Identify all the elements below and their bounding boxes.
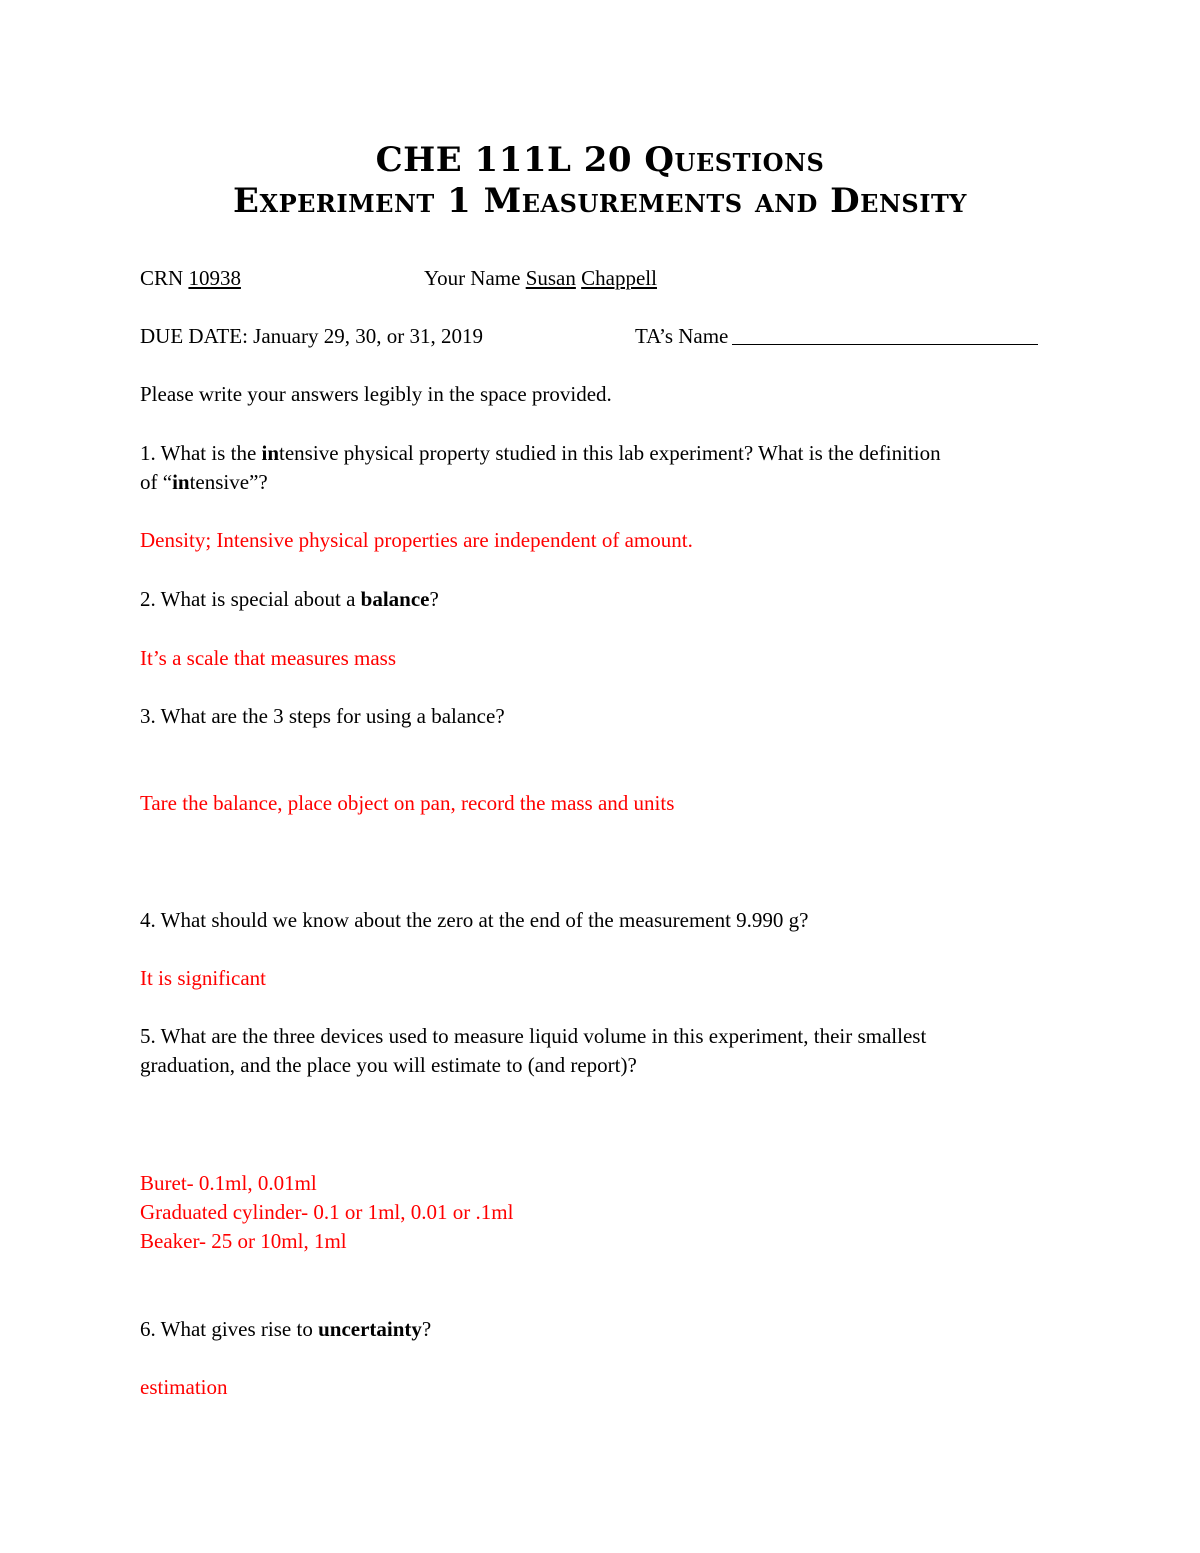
crn-label: CRN (140, 266, 184, 290)
question-1-line-1 (140, 439, 941, 468)
question-5-line-1: 5. What are the three devices used to measure liquid volume in this experiment, their smallest (140, 1024, 927, 1048)
question-5-line-2: graduation, and the place you will estimate to (and report)? (140, 1053, 637, 1077)
crn-field (140, 264, 241, 293)
instructions: Please write your answers legibly in the space provided. (140, 382, 612, 406)
question-1-line-2 (140, 468, 268, 497)
answer-2: It’s a scale that measures mass (140, 646, 396, 670)
your-name-first: Susan (525, 266, 576, 290)
answer-1: Density; Intensive physical properties are independent of amount. (140, 528, 693, 552)
crn-value: 10938 (188, 266, 241, 290)
answer-5-beaker: Beaker- 25 or 10ml, 1ml (140, 1229, 347, 1253)
answer-4: It is significant (140, 966, 266, 990)
due-date: DUE DATE: January 29, 30, or 31, 2019 (140, 324, 483, 348)
question-4: 4. What should we know about the zero at the end of the measurement 9.990 g? (140, 908, 809, 932)
answer-3: Tare the balance, place object on pan, record the mass and units (140, 791, 675, 815)
q2-suffix: ? (429, 587, 439, 611)
q2-bold-balance: balance (360, 587, 430, 611)
q6-suffix: ? (421, 1317, 432, 1341)
question-2 (140, 585, 439, 614)
q1-line2-prefix: of “ (140, 470, 173, 494)
q1-line2-bold-in: in (172, 470, 190, 494)
ta-name-blank-line (732, 324, 1038, 345)
q1-rest: tensive physical property studied in this lab experiment? What is the definition (279, 441, 941, 465)
answer-6: estimation (140, 1375, 228, 1399)
q2-prefix: 2. What is special about a (140, 587, 361, 611)
answer-5-buret: Buret- 0.1ml, 0.01ml (140, 1171, 317, 1195)
q6-prefix: 6. What gives rise to (140, 1317, 319, 1341)
q1-prefix: 1. What is the (140, 441, 262, 465)
ta-name-field (635, 322, 1038, 351)
your-name-field (424, 264, 657, 293)
question-6 (140, 1315, 431, 1344)
ta-name-label: TA’s Name (635, 324, 729, 348)
title-line-1: CHE 111L 20 Questions (375, 140, 825, 180)
title-line-2: Experiment 1 Measurements and Density (233, 181, 967, 221)
q1-line2-rest: tensive”? (189, 470, 268, 494)
answer-5-graduated-cylinder: Graduated cylinder- 0.1 or 1ml, 0.01 or .1ml (140, 1200, 514, 1224)
your-name-last: Chappell (581, 266, 657, 290)
q1-bold-in: in (261, 441, 280, 465)
q6-bold-uncertainty: uncertainty (318, 1317, 422, 1341)
your-name-label: Your Name (424, 266, 521, 290)
question-3: 3. What are the 3 steps for using a balance? (140, 704, 505, 728)
